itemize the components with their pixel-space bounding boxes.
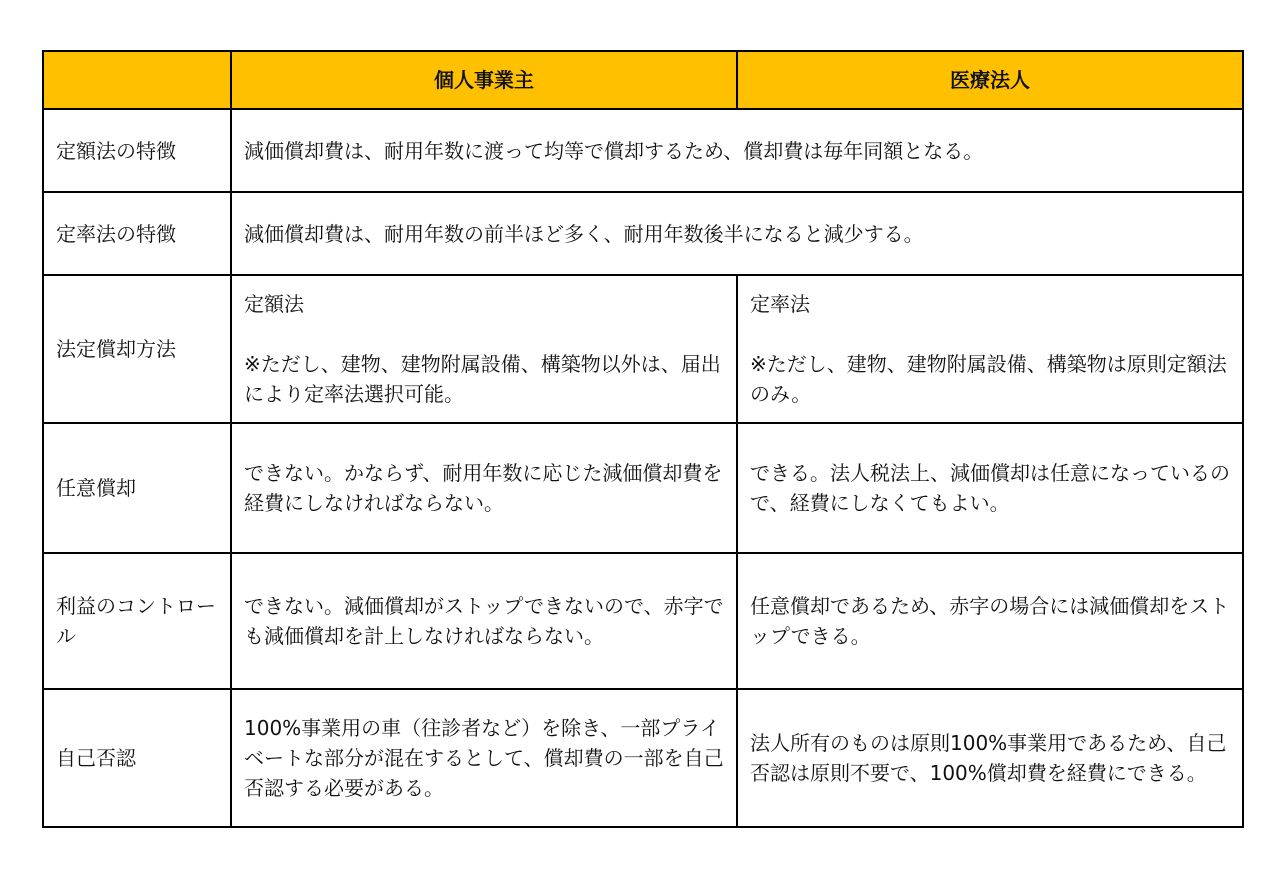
houtei-iryo-note: ※ただし、建物、建物附属設備、構築物は原則定額法のみ。 — [750, 352, 1227, 406]
spacer — [750, 319, 1230, 349]
header-iryo: 医療法人 — [737, 51, 1243, 109]
teiritsu-text: 減価償却費は、耐用年数の前半ほど多く、耐用年数後半になると減少する。 — [231, 192, 1243, 275]
table-row — [43, 423, 1243, 553]
row-label-rieki: 利益のコントロール — [43, 553, 231, 689]
houtei-iryo-cell — [737, 275, 1243, 423]
comparison-table — [42, 50, 1244, 828]
table-row — [43, 275, 1243, 423]
row-label-jiko: 自己否認 — [43, 689, 231, 827]
table-row — [43, 192, 1243, 275]
nini-iryo: できる。法人税法上、減価償却は任意になっているので、経費にしなくてもよい。 — [737, 423, 1243, 553]
rieki-kojin: できない。減価償却がストップできないので、赤字でも減価償却を計上しなければならない。 — [231, 553, 737, 689]
houtei-iryo-title: 定率法 — [750, 292, 810, 316]
header-corner-cell — [43, 51, 231, 109]
jiko-iryo: 法人所有のものは原則100%事業用であるため、自己否認は原則不要で、100%償却費を経費にできる。 — [737, 689, 1243, 827]
houtei-kojin-cell — [231, 275, 737, 423]
row-label-nini: 任意償却 — [43, 423, 231, 553]
row-label-houtei: 法定償却方法 — [43, 275, 231, 423]
row-label-teiritsu: 定率法の特徴 — [43, 192, 231, 275]
teigaku-text: 減価償却費は、耐用年数に渡って均等で償却するため、償却費は毎年同額となる。 — [231, 109, 1243, 192]
table-header-row — [43, 51, 1243, 109]
jiko-kojin: 100%事業用の車（往診者など）を除き、一部プライベートな部分が混在するとして、償却費の一部を自己否認する必要がある。 — [231, 689, 737, 827]
houtei-kojin-title: 定額法 — [244, 292, 304, 316]
header-kojin: 個人事業主 — [231, 51, 737, 109]
houtei-kojin-note: ※ただし、建物、建物附属設備、構築物以外は、届出により定率法選択可能。 — [244, 352, 721, 406]
row-label-teigaku: 定額法の特徴 — [43, 109, 231, 192]
nini-kojin: できない。かならず、耐用年数に応じた減価償却費を経費にしなければならない。 — [231, 423, 737, 553]
spacer — [244, 319, 724, 349]
table-row — [43, 109, 1243, 192]
table-row — [43, 553, 1243, 689]
table-row — [43, 689, 1243, 827]
rieki-iryo: 任意償却であるため、赤字の場合には減価償却をストップできる。 — [737, 553, 1243, 689]
